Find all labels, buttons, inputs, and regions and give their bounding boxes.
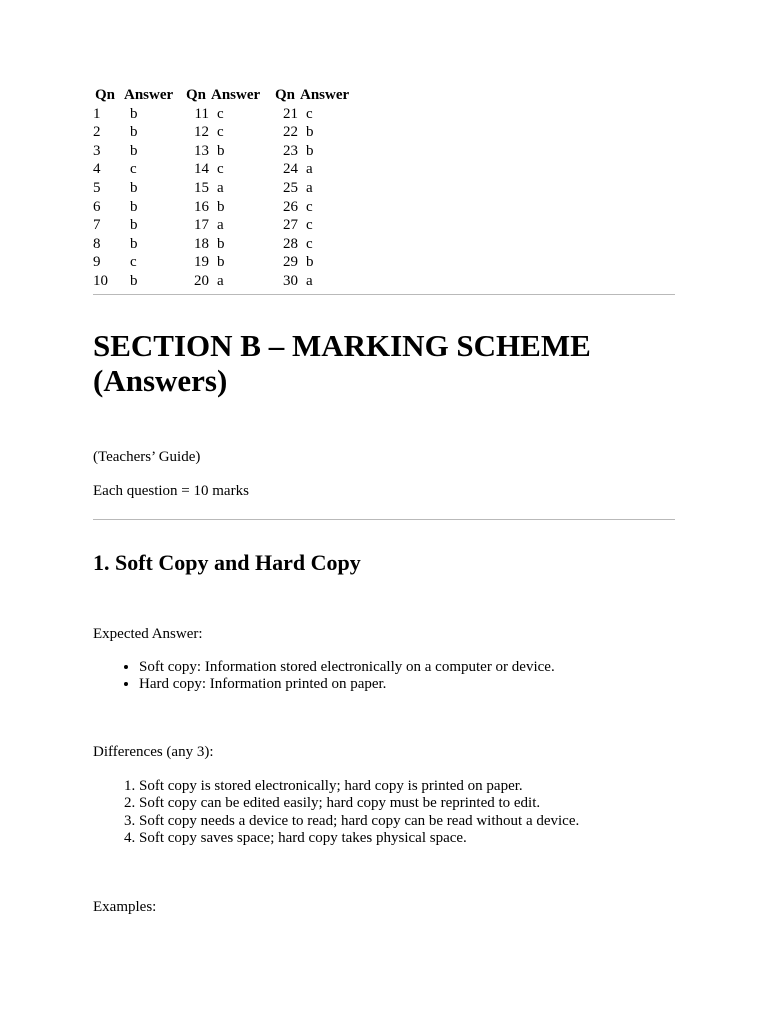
answer-cell: b (306, 254, 314, 271)
answer-cell: b (217, 142, 225, 159)
question-number-cell: 4 (93, 161, 101, 178)
answer-cell: c (130, 254, 137, 271)
column-header-qn: Qn (95, 87, 116, 103)
answer-cell: b (217, 198, 225, 215)
answer-cell: c (217, 124, 224, 141)
question-number-cell: 13 (194, 142, 209, 159)
table-row (93, 179, 366, 198)
marks-note: Each question = 10 marks (93, 482, 249, 499)
answer-cell: b (130, 272, 138, 289)
question-number-cell: 25 (283, 179, 298, 196)
answer-cell: c (306, 217, 313, 234)
question-title: 1. Soft Copy and Hard Copy (93, 549, 361, 575)
answer-cell: a (217, 272, 224, 289)
answer-cell: b (130, 142, 138, 159)
section-title: SECTION B – MARKING SCHEME (Answers) (93, 327, 591, 398)
answer-cell: c (217, 161, 224, 178)
table-row (93, 198, 366, 217)
table-row (93, 160, 366, 179)
differences-label: Differences (any 3): (93, 743, 214, 760)
teachers-guide-note: (Teachers’ Guide) (93, 448, 201, 465)
question-number-cell: 1 (93, 105, 101, 122)
question-number-cell: 3 (93, 142, 101, 159)
answer-cell: c (217, 105, 224, 122)
question-number-cell: 12 (194, 124, 209, 141)
column-header-qn: Qn (186, 87, 207, 103)
question-number-cell: 5 (93, 179, 101, 196)
question-number-cell: 27 (283, 217, 298, 234)
answer-cell: b (306, 124, 314, 141)
list-item: 2. Soft copy can be edited easily; hard copy must be reprinted to edit. (139, 795, 675, 813)
list-item: 3. Soft copy needs a device to read; hard copy can be read without a device. (139, 813, 675, 831)
table-row (93, 235, 366, 254)
answer-cell: c (306, 105, 313, 122)
question-number-cell: 29 (283, 254, 298, 271)
definitions-list (93, 659, 675, 694)
question-number-cell: 24 (283, 161, 298, 178)
table-row (93, 105, 366, 124)
answer-cell: a (217, 179, 224, 196)
answer-cell: b (217, 254, 225, 271)
question-number-cell: 22 (283, 124, 298, 141)
answer-cell: b (130, 217, 138, 234)
question-number-cell: 2 (93, 124, 101, 141)
answer-cell: b (306, 142, 314, 159)
document-page (93, 86, 675, 916)
answer-cell: a (217, 217, 224, 234)
question-number-cell: 10 (93, 272, 108, 289)
expected-answer-label: Expected Answer: (93, 625, 203, 642)
column-header-qn: Qn (275, 87, 296, 103)
answer-cell: b (130, 198, 138, 215)
question-number-cell: 18 (194, 235, 209, 252)
answer-cell: c (306, 198, 313, 215)
examples-label: Examples: (93, 898, 157, 915)
answer-key-table (93, 86, 366, 291)
answer-cell: b (130, 124, 138, 141)
question-number-cell: 11 (194, 105, 209, 122)
question-number-cell: 8 (93, 235, 101, 252)
question-number-cell: 9 (93, 254, 101, 271)
answer-cell: b (130, 235, 138, 252)
answer-table-header-row (93, 86, 366, 105)
question-number-cell: 23 (283, 142, 298, 159)
list-item: • Hard copy: Information printed on paper. (139, 676, 675, 694)
question-number-cell: 15 (194, 179, 209, 196)
question-number-cell: 26 (283, 198, 298, 215)
column-header-answer: Answer (211, 87, 261, 103)
list-item: • Soft copy: Information stored electronically on a computer or device. (139, 659, 675, 677)
answer-cell: a (306, 272, 313, 289)
table-row (93, 142, 366, 161)
differences-list (93, 778, 675, 848)
table-row (93, 272, 366, 291)
question-number-cell: 21 (283, 105, 298, 122)
column-header-answer: Answer (300, 87, 350, 103)
question-number-cell: 14 (194, 161, 209, 178)
answer-table-body (93, 105, 366, 291)
question-number-cell: 6 (93, 198, 101, 215)
answer-cell: a (306, 179, 313, 196)
table-row (93, 216, 366, 235)
answer-cell: b (217, 235, 225, 252)
answer-cell: b (130, 179, 138, 196)
answer-cell: a (306, 161, 313, 178)
table-row (93, 123, 366, 142)
question-number-cell: 19 (194, 254, 209, 271)
question-number-cell: 28 (283, 235, 298, 252)
answer-cell: c (306, 235, 313, 252)
question-number-cell: 20 (194, 272, 209, 289)
table-row (93, 253, 366, 272)
answer-cell: c (130, 161, 137, 178)
question-number-cell: 30 (283, 272, 298, 289)
list-item: 4. Soft copy saves space; hard copy takes physical space. (139, 830, 675, 848)
question-number-cell: 7 (93, 217, 101, 234)
question-number-cell: 17 (194, 217, 209, 234)
column-header-answer: Answer (124, 87, 174, 103)
list-item: 1. Soft copy is stored electronically; hard copy is printed on paper. (139, 778, 675, 796)
question-number-cell: 16 (194, 198, 209, 215)
answer-cell: b (130, 105, 138, 122)
